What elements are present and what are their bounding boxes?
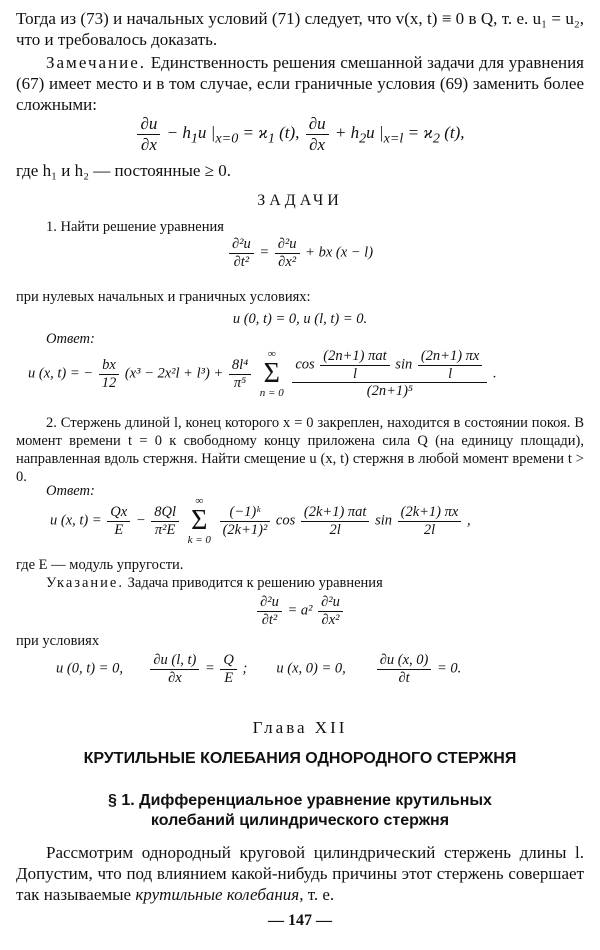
task1-answer-equation: u (x, t) = − $\frac{bx}{12}$ (x³ − 2x²l + l³) + $\frac{\text{8l⁴}}{\text{π⁵}}$ ∞ Σ n = 0 cos $\frac{\text{(2n+1) πat}}{l}$ sin $\frac{(2n+1) \pi x}{l}$ (2n+1)⁵ . bbox=[28, 348, 497, 400]
task2-text: 2. Стержень длиной l, конец которого x = 0 закреплен, находится в состоянии покоя. В момент времени t = 0 к свободному концу приложена сила Q (на единицу площади), направленная вдоль стержня. Найти смещение u (x, t) стержня в любой момент времени t > 0. bbox=[16, 415, 584, 485]
page-number: — 147 — bbox=[268, 912, 332, 929]
tasks-title: ЗАДАЧИ bbox=[257, 192, 343, 209]
remark-text: Единственность решения смешанной задачи для уравнения (67) имеет место и в том случае, если граничные условия (69) заменить более сложными: bbox=[16, 53, 585, 114]
section-title-line1: § 1. Дифференциальное уравнение крутильных bbox=[108, 792, 492, 809]
task2-answer-equation: u (x, t) = $\frac{Qx}{E}$ − $\frac{8Ql}{\text{π²E}}$ ∞ Σ k = 0 $\frac{\text{(−1)ᵏ}}{\text{(2k+1)²}}$ cos $\frac{\text{(2k+1) πat}}{2l}$ sin $\frac{(2k+1) \pi x}{2l}$ , bbox=[50, 495, 471, 546]
top-paragraph bbox=[16, 8, 584, 50]
body-text-b: , т. е. bbox=[299, 885, 335, 904]
remark-paragraph bbox=[16, 52, 584, 115]
task2-conditions-eq: u (0, t) = 0, $\frac{\partial u (l, t)}{\partial x}$ = $\frac{Q}{E}$ ; u (x, 0) = 0, $\frac{\partial u (x, 0)}{\partial t}$ = 0. bbox=[56, 652, 462, 686]
task2-hint-text: Задача приводится к решению уравнения bbox=[127, 575, 383, 591]
task1-conditions-text: при нулевых начальных и граничных условиях: bbox=[16, 289, 311, 305]
remark-label: Замечание. bbox=[46, 53, 147, 72]
task2-hint-label: Указание. bbox=[46, 575, 124, 591]
task2-conditions-text: при условиях bbox=[16, 633, 100, 649]
task2-hint-equation: $\frac{\text{∂²u}}{\text{∂t²}}$ = a² $\frac{\text{∂²u}}{\text{∂x²}}$ bbox=[0, 594, 600, 628]
body-text-a: Рассмотрим однородный круговой цилиндрический стержень длины l. Допустим, что под влиянием какой-нибудь причины этот стержень совершает так называемые bbox=[16, 843, 584, 904]
task2-where: где E — модуль упругости. bbox=[16, 557, 184, 573]
body-paragraph bbox=[16, 842, 584, 905]
task1-answer-label: Ответ: bbox=[46, 331, 95, 347]
chapter-label: Глава XII bbox=[252, 718, 348, 737]
section-title-line2: колебаний цилиндрического стержня bbox=[150, 812, 450, 829]
task2-answer-label: Ответ: bbox=[46, 483, 95, 499]
body-term: крутильные колебания bbox=[135, 885, 300, 904]
chapter-title: КРУТИЛЬНЫЕ КОЛЕБАНИЯ ОДНОРОДНОГО СТЕРЖНЯ bbox=[83, 750, 517, 767]
task1-text: 1. Найти решение уравнения bbox=[46, 219, 224, 235]
remark-equation: $\frac{\partial u}{\partial x}$ − $h_1u$ $|_{x=0} = ϰ_1$ (t), $\frac{\partial u}{\partial x}$ + $h_2u$ $|_{x=l} = ϰ_2$ (t), bbox=[0, 114, 600, 154]
task1-conditions-eq: u (0, t) = 0, u (l, t) = 0. bbox=[232, 311, 368, 327]
proof-conclusion: Тогда из (73) и начальных условий (71) следует, что v(x, t) ≡ 0 в Q, т. е. u₁ = u₂, что и требовалось доказать. bbox=[16, 9, 584, 49]
remark-tail: где h₁ и h₂ — постоянные ≥ 0. bbox=[16, 161, 232, 180]
task1-equation: $\frac{\text{∂²u}}{\text{∂t²}}$ = $\frac{\text{∂²u}}{\text{∂x²}}$ + bx (x − l) bbox=[0, 236, 600, 270]
